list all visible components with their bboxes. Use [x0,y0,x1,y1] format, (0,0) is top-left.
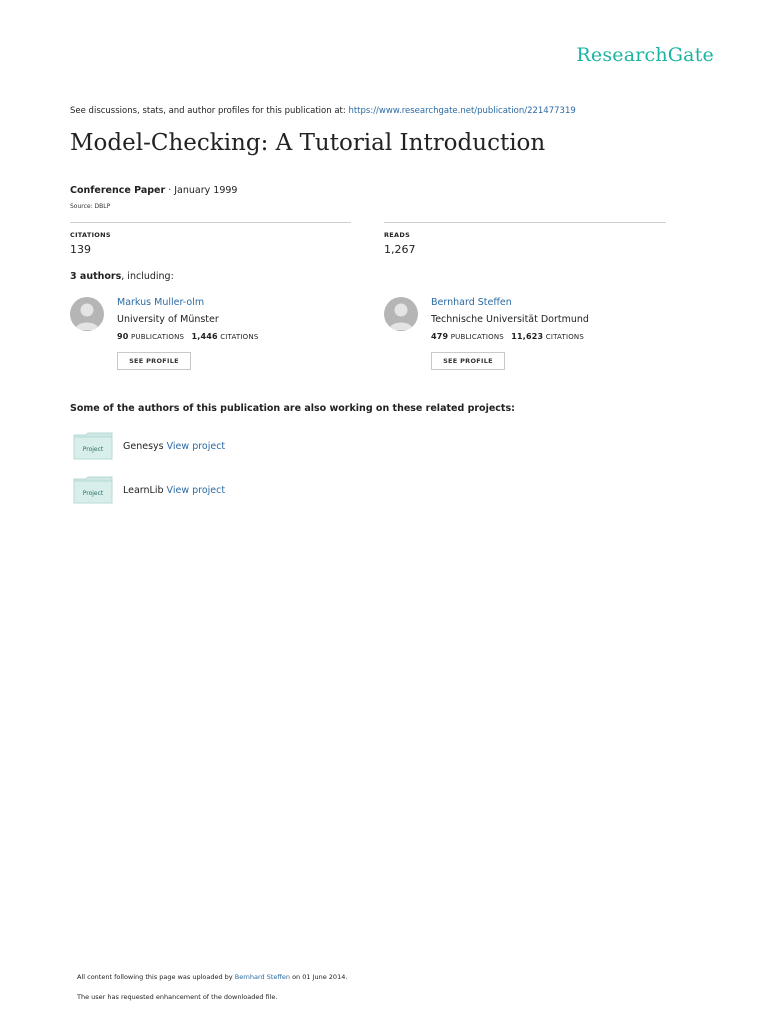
avatar[interactable] [384,297,418,331]
project-item [123,441,225,452]
projects-heading: Some of the authors of this publication are also working on these related projects: [70,403,515,414]
upload-prefix: All content following this page was uploaded by [77,973,233,981]
project-folder-icon [73,476,113,504]
reads-value: 1,267 [384,243,416,256]
paper-source: Source: DBLP [70,203,111,210]
author-citations-count: 1,446 [191,332,218,341]
author-citations-count: 11,623 [511,332,544,341]
paper-type: Conference Paper [70,185,166,196]
author-citations-label: CITATIONS [220,333,259,341]
folder-label: Project [82,446,104,453]
citations-label: CITATIONS [70,231,111,239]
uploader-link[interactable]: Bernhard Steffen [234,973,290,981]
authors-count: 3 authors [70,271,122,282]
authors-heading [70,271,174,282]
project-item [123,485,225,496]
author-stats [431,332,584,341]
authors-suffix: , including: [121,271,174,282]
paper-meta [70,185,237,196]
see-profile-button[interactable]: SEE PROFILE [431,352,505,370]
researchgate-logo[interactable]: ResearchGate [576,44,714,66]
person-icon [384,297,418,331]
person-icon [70,297,104,331]
folder-label: Project [82,490,104,497]
divider-right [384,222,666,223]
author-publications-label: PUBLICATIONS [130,333,185,341]
author-name-link[interactable]: Bernhard Steffen [431,297,512,308]
author-citations-label: CITATIONS [545,333,584,341]
discussion-prefix: See discussions, stats, and author profiles for this publication at: [70,106,346,116]
view-project-link[interactable]: View project [166,441,226,452]
author-publications-count: 90 [117,332,129,341]
upload-suffix: on 01 June 2014. [292,973,348,981]
author-name-link[interactable]: Markus Muller-olm [117,297,205,308]
paper-date: · January 1999 [168,185,238,196]
view-project-link[interactable]: View project [166,485,226,496]
paper-title: Model-Checking: A Tutorial Introduction [70,130,546,156]
project-folder-icon [73,432,113,460]
author-publications-label: PUBLICATIONS [450,333,504,341]
author-institution: University of Münster [117,314,219,325]
project-name: LearnLib [123,485,164,496]
author-institution: Technische Universität Dortmund [431,314,589,325]
divider-left [70,222,351,223]
see-profile-button[interactable]: SEE PROFILE [117,352,191,370]
citations-value: 139 [70,243,91,256]
project-name: Genesys [123,441,164,452]
author-stats [117,332,258,341]
reads-label: READS [384,231,411,239]
author-publications-count: 479 [431,332,449,341]
avatar[interactable] [70,297,104,331]
discussion-line [70,106,576,116]
enhancement-note: The user has requested enhancement of the downloaded file. [77,993,278,1001]
upload-note [77,973,347,981]
publication-url-link[interactable]: https://www.researchgate.net/publication/221477319 [348,106,576,116]
